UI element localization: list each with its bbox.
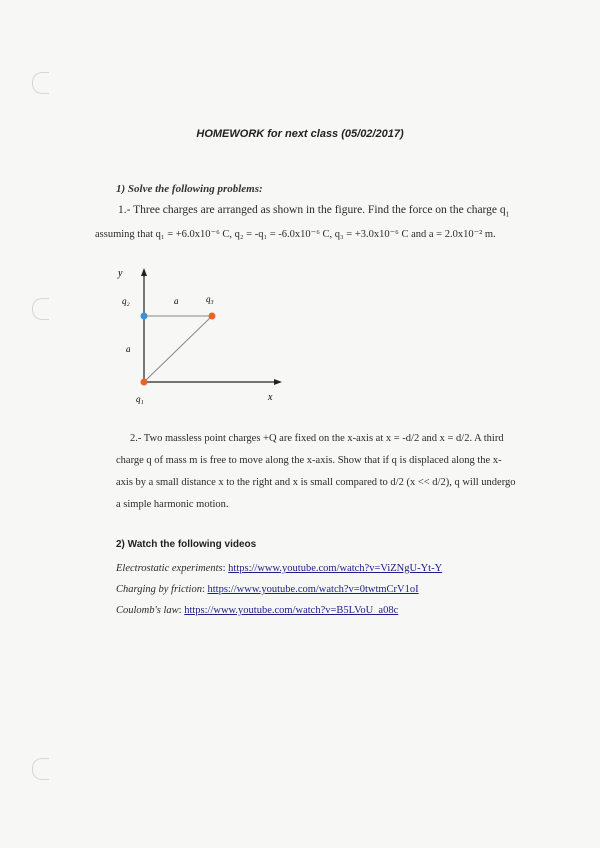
video-label: Electrostatic experiments	[116, 563, 223, 574]
diagonal-q1-q3	[144, 316, 212, 382]
section-heading-problems: 1) Solve the following problems:	[116, 183, 263, 195]
y-axis-arrow	[141, 268, 147, 276]
video-link-row: Charging by friction: https://www.youtube.com/watch?v=0twtmCrV1oI	[116, 584, 419, 595]
video-link[interactable]: https://www.youtube.com/watch?v=B5LVoU_a08c	[184, 605, 399, 616]
punch-hole-mark	[32, 72, 49, 94]
video-link-row: Electrostatic experiments: https://www.youtube.com/watch?v=ViZNgU-Yt-Y	[116, 563, 443, 574]
side-label-a-left: a	[126, 344, 131, 354]
problem-1-text: 1.- Three charges are arranged as shown in the figure. Find the force on the charge $q_1$	[118, 204, 510, 219]
x-axis-arrow	[274, 379, 282, 385]
charge-q2-dot	[141, 313, 148, 320]
video-link[interactable]: https://www.youtube.com/watch?v=ViZNgU-Yt-Y	[228, 563, 443, 574]
punch-hole-mark	[32, 758, 49, 780]
charge-q1-dot	[141, 379, 148, 386]
q1-label: q₁	[136, 394, 144, 404]
video-link[interactable]: https://www.youtube.com/watch?v=0twtmCrV1oI	[207, 584, 419, 595]
punch-hole-mark	[32, 298, 49, 320]
side-label-a-top: a	[174, 296, 179, 306]
charge-figure	[108, 262, 308, 410]
problem-1-values: assuming that q₁ = +6.0x10⁻⁶ C, q₂ = -q₁ = -6.0x10⁻⁶ C, q₃ = +3.0x10⁻⁶ C and a = 2.0x10⁻² m.	[95, 229, 496, 240]
problem-2-text: 2.- Two massless point charges +Q are fixed on the x-axis at x = -d/2 and x = d/2. A third charge q of mass m is free to move along the x-axis. Show that if q is displaced along the x-axis by a small distance x to the right and x is small compared to d/2 (x << d/2), q will undergo a simple harmonic motion.	[116, 433, 516, 510]
y-axis-label: y	[118, 268, 123, 279]
x-axis-label: x	[268, 392, 273, 403]
q3-label: q₃	[206, 294, 214, 304]
video-links-list	[116, 563, 442, 626]
video-label: Coulomb's law	[116, 605, 179, 616]
page-title: HOMEWORK for next class (05/02/2017)	[196, 128, 404, 140]
video-link-row: Coulomb's law: https://www.youtube.com/watch?v=B5LVoU_a08c	[116, 605, 399, 616]
charge-q3-dot	[209, 313, 216, 320]
q2-label: q₂	[122, 296, 130, 306]
video-label: Charging by friction	[116, 584, 202, 595]
section-heading-videos: 2) Watch the following videos	[116, 539, 257, 550]
